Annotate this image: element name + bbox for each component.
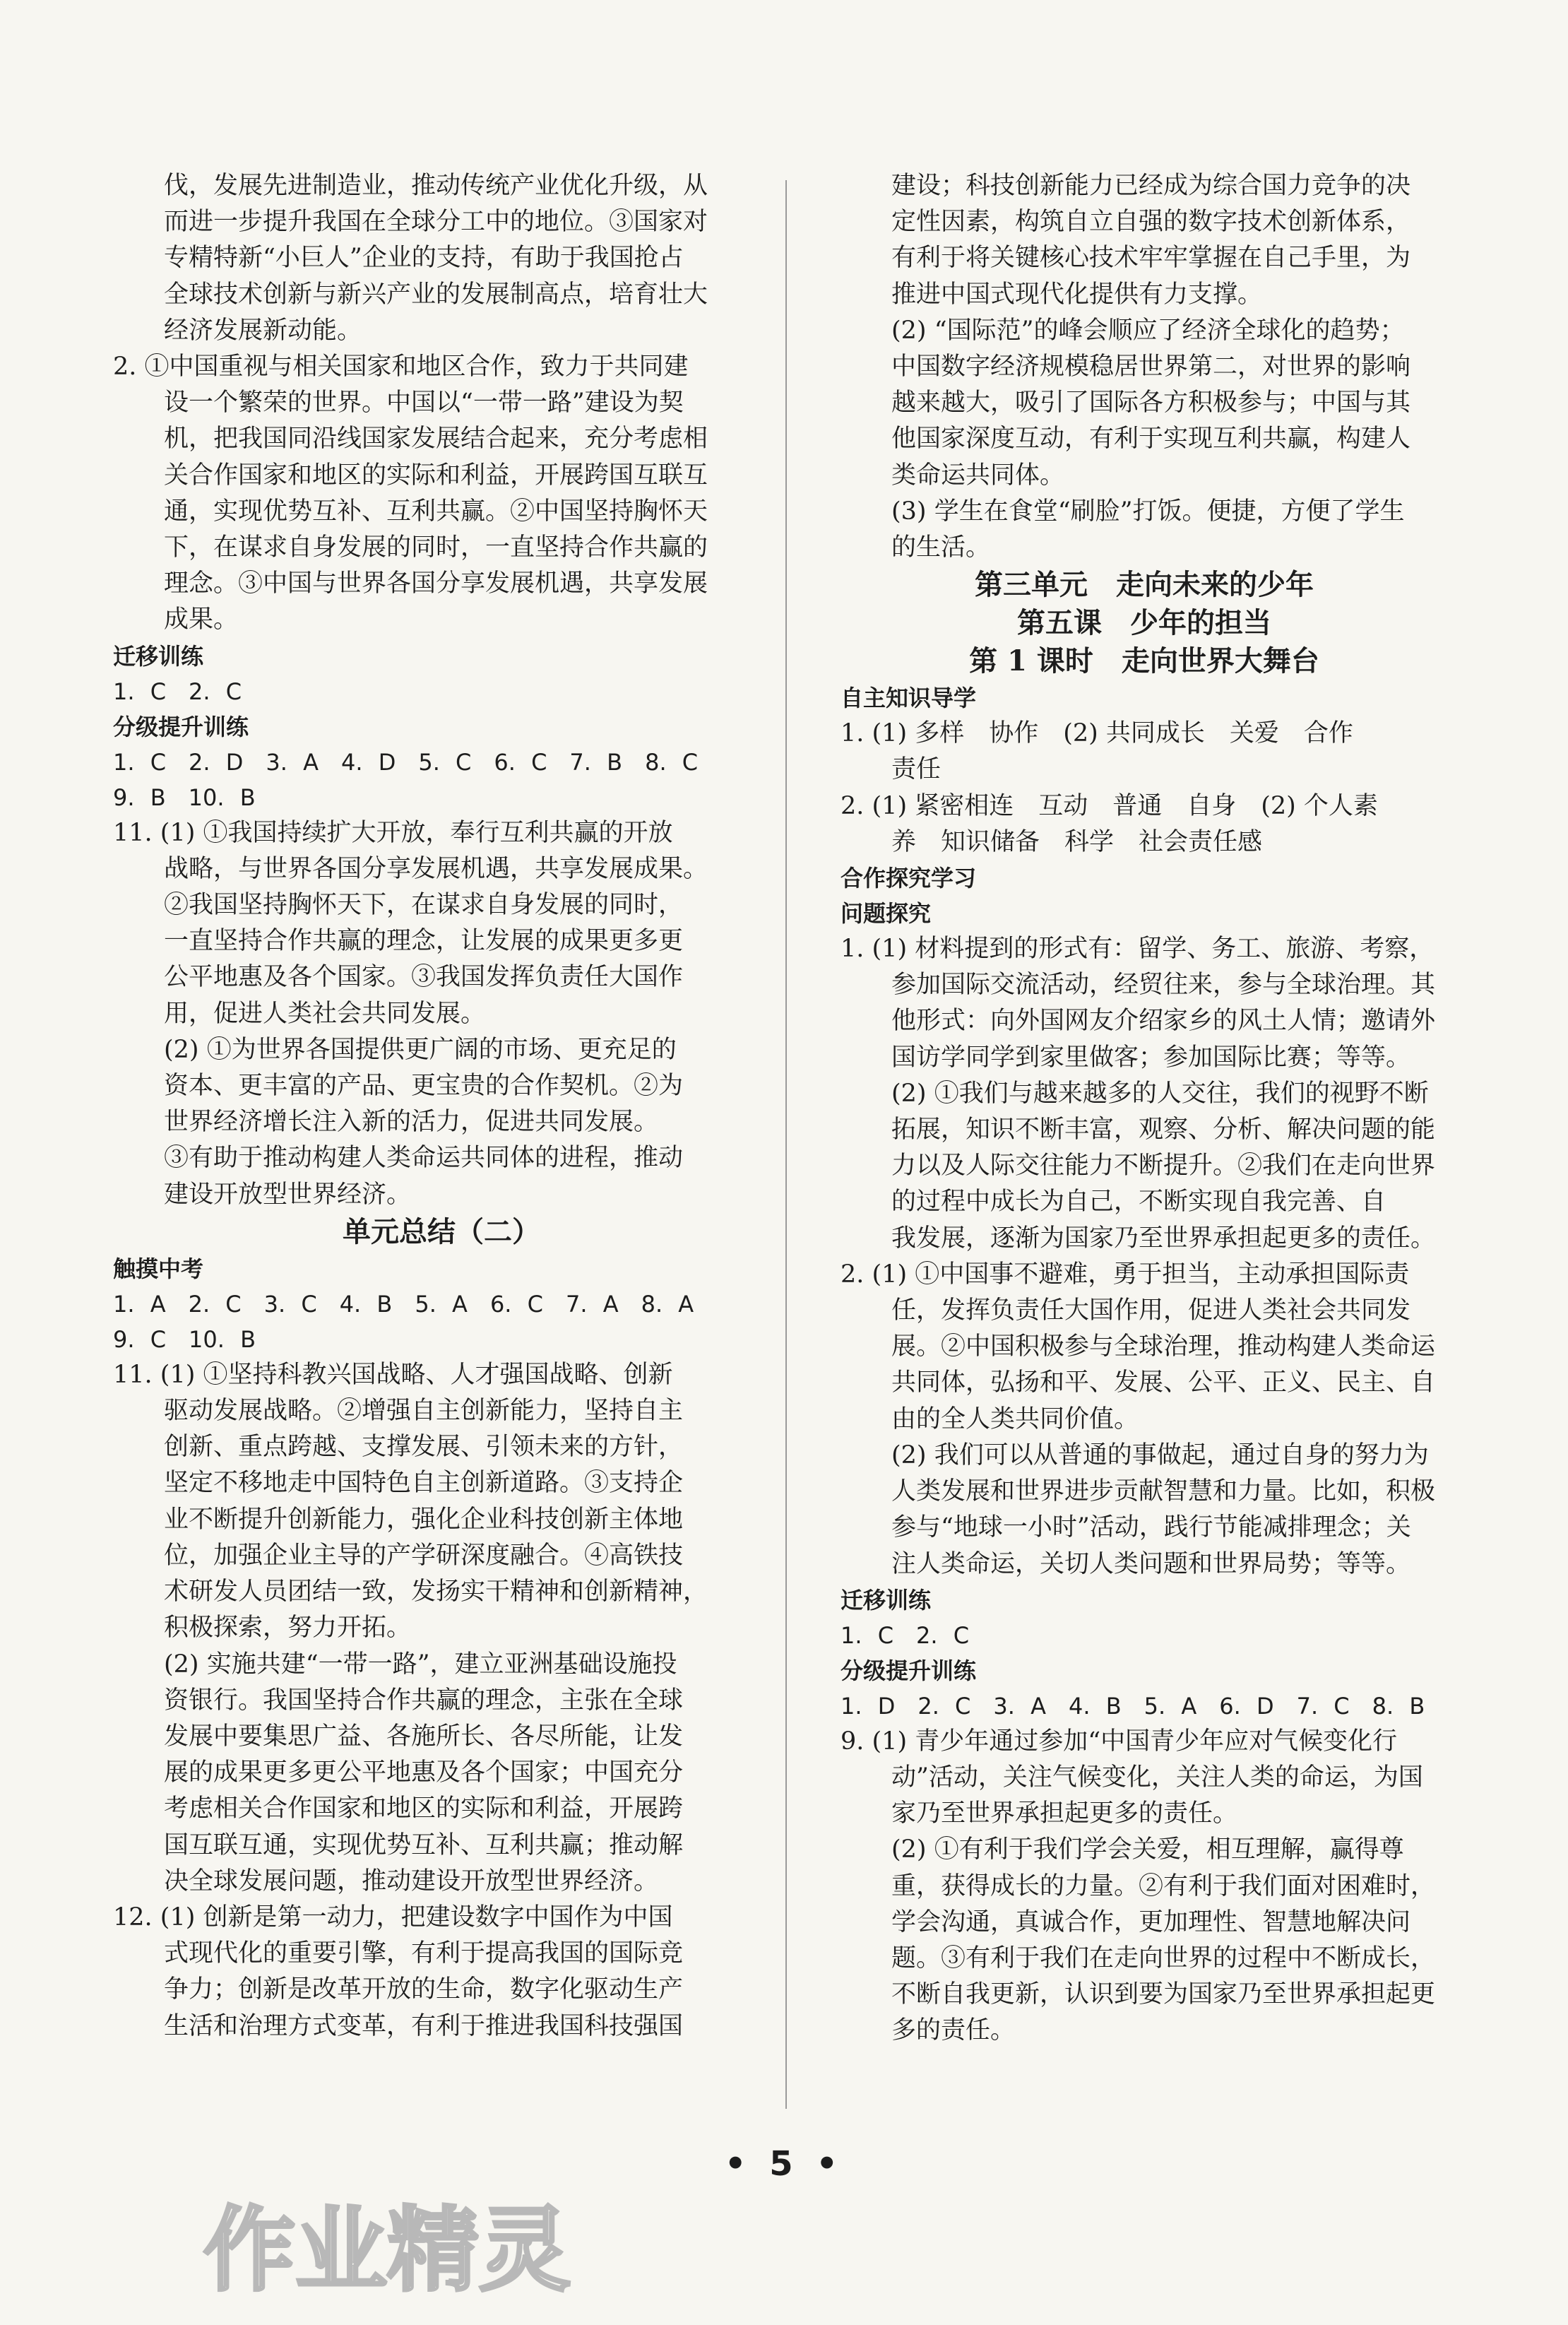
text-line: 而进一步提升我国在全球分工中的地位。③国家对 [164, 208, 708, 237]
text-line: 12. (1) 创新是第一动力，把建设数字中国作为中国 [113, 1903, 673, 1931]
left-column [113, 168, 770, 2045]
text-line: 1. (1) 材料提到的形式有：留学、务工、旅游、考察， [841, 935, 1435, 964]
text-line: 国互联互通，实现优势互补、互利共赢；推动解 [164, 1830, 684, 1859]
text-line: 11. (1) ①我国持续扩大开放，奉行互利共赢的开放 [113, 818, 673, 847]
text-line: 决全球发展问题，推动建设开放型世界经济。 [164, 1866, 659, 1895]
text-line: 理念。③中国与世界各国分享发展机遇，共享发展 [164, 569, 708, 598]
text-line: 资本、更丰富的产品、更宝贵的合作契机。②为 [164, 1072, 684, 1101]
text-line: 一直坚持合作共赢的理念，让发展的成果更多更 [164, 927, 684, 956]
text-line: 考虑相关合作国家和地区的实际和利益，开展跨 [164, 1794, 684, 1823]
text-line: 的过程中成长为自己，不断实现自我完善、自 [891, 1188, 1386, 1217]
text-line: (2) 实施共建“一带一路”，建立亚洲基础设施投 [164, 1650, 677, 1679]
text-line: 1. C 2. C [841, 1621, 970, 1649]
text-line: 9. (1) 青少年通过参加“中国青少年应对气候变化行 [841, 1727, 1398, 1756]
text-line: (2) ①有利于我们学会关爱，相互理解，赢得尊 [891, 1835, 1404, 1864]
text-line: 生活和治理方式变革，有利于推进我国科技强国 [164, 2011, 684, 2040]
text-line: 任，发挥负责任大国作用，促进人类社会共同发 [891, 1296, 1411, 1325]
text-line: 养 知识储备 科学 社会责任感 [891, 827, 1263, 856]
text-line: 1. (1) 多样 协作 (2) 共同成长 关爱 合作 [841, 719, 1353, 748]
text-line: 争力；创新是改革开放的生命，数字化驱动生产 [164, 1975, 684, 2004]
section-heading: 分级提升训练 [113, 713, 249, 740]
text-line: 推进中国式现代化提供有力支撑。 [891, 280, 1263, 309]
text-line: 他形式：向外国网友介绍家乡的风土人情；邀请外 [891, 1007, 1436, 1036]
text-line: ③有助于推动构建人类命运共同体的进程，推动 [164, 1144, 684, 1173]
text-line: 力以及人际交往能力不断提升。②我们在走向世界 [891, 1152, 1436, 1181]
section-heading: 自主知识导学 [841, 685, 977, 712]
text-line: 坚定不移地走中国特色自主创新道路。③支持企 [164, 1469, 684, 1498]
text-line: 类命运共同体。 [891, 461, 1065, 490]
text-line: 1. C 2. D 3. A 4. D 5. C 6. C 7. B 8. C [113, 748, 699, 776]
text-line: 经济发展新动能。 [164, 316, 362, 345]
watermark-logo [196, 2183, 592, 2310]
text-line: 题。③有利于我们在走向世界的过程中不断成长， [891, 1944, 1436, 1972]
text-line: 成果。 [164, 605, 239, 634]
text-line: 1. C 2. C [113, 678, 242, 705]
text-line: 下，在谋求自身发展的同时，一直坚持合作共赢的 [164, 533, 708, 562]
text-line: 用，促进人类社会共同发展。 [164, 999, 486, 1028]
text-line: 2. ①中国重视与相关国家和地区合作，致力于共同建 [113, 353, 689, 381]
text-line: (3) 学生在食堂“刷脸”打饭。便捷，方便了学生 [891, 497, 1405, 526]
section-heading: 迁移训练 [841, 1586, 932, 1614]
text-line: 家乃至世界承担起更多的责任。 [891, 1799, 1238, 1828]
text-line: (2) 我们可以从普通的事做起，通过自身的努力为 [891, 1440, 1429, 1469]
text-line: 9. C 10. B [113, 1325, 256, 1353]
text-line: ②我国坚持胸怀天下，在谋求自身发展的同时， [164, 891, 684, 920]
text-line: 不断自我更新，认识到要为国家乃至世界承担起更 [891, 1980, 1436, 2009]
text-line: 1. D 2. C 3. A 4. B 5. A 6. D 7. C 8. B [841, 1692, 1425, 1720]
text-line: 创新、重点跨越、支撑发展、引领未来的方针， [164, 1433, 684, 1462]
text-line: 业不断提升创新能力，强化企业科技创新主体地 [164, 1505, 684, 1534]
right-column [841, 168, 1448, 2049]
text-line: 多的责任。 [891, 2016, 1016, 2045]
text-line: 2. (1) ①中国事不避难，勇于担当，主动承担国际责 [841, 1260, 1410, 1289]
watermark-text: 作业精灵 [203, 2196, 571, 2304]
text-line: 越来越大，吸引了国际各方积极参与；中国与其 [891, 389, 1411, 418]
text-line: 资银行。我国坚持合作共赢的理念，主张在全球 [164, 1686, 684, 1715]
text-line: 发展中要集思广益、各施所长、各尽所能，让发 [164, 1722, 684, 1751]
section-heading: 迁移训练 [113, 642, 204, 670]
text-line: 共同体，弘扬和平、发展、公平、正义、民主、自 [891, 1368, 1436, 1397]
text-line: 1. A 2. C 3. C 4. B 5. A 6. C 7. A 8. A [113, 1290, 694, 1318]
text-line: 展。②中国积极参与全球治理，推动构建人类命运 [891, 1332, 1436, 1361]
text-line: 动”活动，关注气候变化，关注人类的命运，为国 [891, 1763, 1423, 1792]
text-line: 公平地惠及各个国家。③我国发挥负责任大国作 [164, 963, 684, 992]
text-line: 责任 [891, 755, 942, 784]
text-line: 重，获得成长的力量。②有利于我们面对困难时， [891, 1871, 1436, 1900]
text-line: 由的全人类共同价值。 [891, 1404, 1139, 1433]
text-line: 战略，与世界各国分享发展机遇，共享发展成果。 [164, 854, 708, 883]
text-line: 世界经济增长注入新的活力，促进共同发展。 [164, 1108, 659, 1137]
text-line: 建设开放型世界经济。 [164, 1180, 412, 1209]
text-line: 位，加强企业主导的产学研深度融合。④高铁技 [164, 1541, 684, 1570]
section-title: 第三单元 走向未来的少年 [975, 568, 1314, 602]
text-line: 注人类命运，关切人类问题和世界局势；等等。 [891, 1549, 1411, 1578]
text-line: 专精特新“小巨人”企业的支持，有助于我国抢占 [164, 244, 684, 273]
section-heading: 问题探究 [841, 900, 932, 928]
text-line: 积极探索，努力开拓。 [164, 1614, 412, 1643]
page-number: • 5 • [724, 2144, 844, 2184]
text-line: (2) ①为世界各国提供更广阔的市场、更充足的 [164, 1035, 677, 1064]
section-title: 单元总结（二） [343, 1214, 540, 1248]
text-line: 9. B 10. B [113, 783, 256, 811]
text-line: 我发展，逐渐为国家乃至世界承担起更多的责任。 [891, 1224, 1436, 1253]
text-line: 国访学同学到家里做客；参加国际比赛；等等。 [891, 1043, 1411, 1072]
column-divider [785, 180, 787, 2109]
text-line: 建设；科技创新能力已经成为综合国力竞争的决 [891, 172, 1411, 200]
section-heading: 触摸中考 [113, 1255, 204, 1282]
text-line: 通，实现优势互补、互利共赢。②中国坚持胸怀天 [164, 497, 708, 526]
text-line: 参与“地球一小时”活动，践行节能减排理念；关 [891, 1513, 1411, 1542]
text-line: 学会沟通，真诚合作，更加理性、智慧地解决问 [891, 1907, 1411, 1936]
text-line: 展的成果更多更公平地惠及各个国家；中国充分 [164, 1758, 684, 1787]
section-heading: 分级提升训练 [841, 1657, 977, 1684]
text-line: 2. (1) 紧密相连 互动 普通 自身 (2) 个人素 [841, 791, 1378, 820]
text-line: 定性因素，构筑自立自强的数字技术创新体系， [891, 208, 1411, 237]
text-line: 参加国际交流活动，经贸往来，参与全球治理。其 [891, 971, 1436, 1000]
text-line: 的生活。 [891, 533, 991, 562]
text-line: 人类发展和世界进步贡献智慧和力量。比如，积极 [891, 1477, 1436, 1506]
section-heading: 合作探究学习 [841, 865, 977, 892]
text-line: 11. (1) ①坚持科教兴国战略、人才强国战略、创新 [113, 1360, 673, 1389]
text-line: 机，把我国同沿线国家发展结合起来，充分考虑相 [164, 425, 708, 454]
text-line: 驱动发展战略。②增强自主创新能力，坚持自主 [164, 1397, 684, 1426]
text-line: 中国数字经济规模稳居世界第二，对世界的影响 [891, 353, 1411, 381]
text-line: 他国家深度互动，有利于实现互利共赢，构建人 [891, 425, 1411, 454]
text-line: 拓展，知识不断丰富，观察、分析、解决问题的能 [891, 1116, 1436, 1144]
text-line: 术研发人员团结一致，发扬实干精神和创新精神， [164, 1578, 708, 1607]
text-line: (2) ①我们与越来越多的人交往，我们的视野不断 [891, 1079, 1429, 1108]
text-line: 有利于将关键核心技术牢牢掌握在自己手里，为 [891, 244, 1411, 273]
text-line: 设一个繁荣的世界。中国以“一带一路”建设为契 [164, 389, 684, 418]
section-title: 第五课 少年的担当 [1017, 606, 1271, 640]
text-line: 伐，发展先进制造业，推动传统产业优化升级，从 [164, 172, 708, 200]
text-line: 式现代化的重要引擎，有利于提高我国的国际竞 [164, 1939, 684, 1968]
text-line: (2) “国际范”的峰会顺应了经济全球化的趋势； [891, 316, 1405, 345]
section-title: 第 1 课时 走向世界大舞台 [969, 644, 1319, 678]
text-line: 全球技术创新与新兴产业的发展制高点，培育壮大 [164, 280, 708, 309]
text-line: 关合作国家和地区的实际和利益，开展跨国互联互 [164, 461, 708, 490]
